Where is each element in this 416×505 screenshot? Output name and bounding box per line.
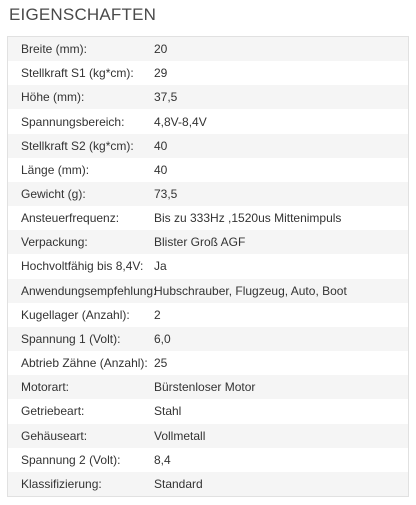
section-title: EIGENSCHAFTEN (9, 5, 157, 24)
property-value: 2 (154, 307, 161, 322)
property-value: 29 (154, 66, 168, 81)
property-row (8, 424, 408, 448)
property-value: Bis zu 333Hz ,1520us Mittenimpuls (154, 211, 342, 226)
property-label: Spannungsbereich: (21, 114, 125, 129)
property-value: 4,8V-8,4V (154, 114, 207, 129)
property-value: Ja (154, 259, 167, 274)
property-label: Breite (mm): (21, 42, 87, 57)
property-row (8, 61, 408, 85)
property-value: 40 (154, 138, 168, 153)
property-label: Gewicht (g): (21, 187, 86, 202)
property-label: Abtrieb Zähne (Anzahl): (21, 356, 148, 371)
property-row (8, 206, 408, 230)
property-label: Länge (mm): (21, 162, 90, 177)
property-label: Spannung 2 (Volt): (21, 452, 121, 467)
property-row (8, 158, 408, 182)
property-value: 40 (154, 162, 168, 177)
property-value: Blister Groß AGF (154, 235, 246, 250)
property-row (8, 37, 408, 61)
property-row (8, 303, 408, 327)
property-value: 37,5 (154, 90, 178, 105)
property-value: Hubschrauber, Flugzeug, Auto, Boot (154, 283, 347, 298)
property-label: Kugellager (Anzahl): (21, 307, 130, 322)
property-label: Motorart: (21, 380, 70, 395)
property-row (8, 85, 408, 109)
property-row (8, 279, 408, 303)
property-row (8, 472, 408, 496)
property-row (8, 230, 408, 254)
property-label: Höhe (mm): (21, 90, 85, 105)
property-row (8, 109, 408, 133)
property-value: 25 (154, 356, 168, 371)
property-row (8, 182, 408, 206)
properties-table (7, 36, 409, 497)
property-label: Gehäuseart: (21, 428, 88, 443)
property-value: Standard (154, 476, 203, 491)
property-value: 8,4 (154, 452, 171, 467)
property-row (8, 399, 408, 423)
property-value: Bürstenloser Motor (154, 380, 256, 395)
property-label: Verpackung: (21, 235, 88, 250)
property-label: Spannung 1 (Volt): (21, 331, 121, 346)
property-label: Ansteuerfrequenz: (21, 211, 120, 226)
property-row (8, 254, 408, 278)
property-value: 20 (154, 42, 168, 57)
property-value: Stahl (154, 404, 182, 419)
property-label: Getriebeart: (21, 404, 85, 419)
property-label: Stellkraft S2 (kg*cm): (21, 138, 134, 153)
property-label: Stellkraft S1 (kg*cm): (21, 66, 134, 81)
property-row (8, 375, 408, 399)
property-row (8, 448, 408, 472)
property-value: 73,5 (154, 187, 178, 202)
property-row (8, 351, 408, 375)
property-label: Anwendungsempfehlung: (21, 283, 157, 298)
property-row (8, 134, 408, 158)
property-value: 6,0 (154, 331, 171, 346)
property-label: Hochvoltfähig bis 8,4V: (21, 259, 144, 274)
property-label: Klassifizierung: (21, 476, 102, 491)
property-value: Vollmetall (154, 428, 206, 443)
property-row (8, 327, 408, 351)
